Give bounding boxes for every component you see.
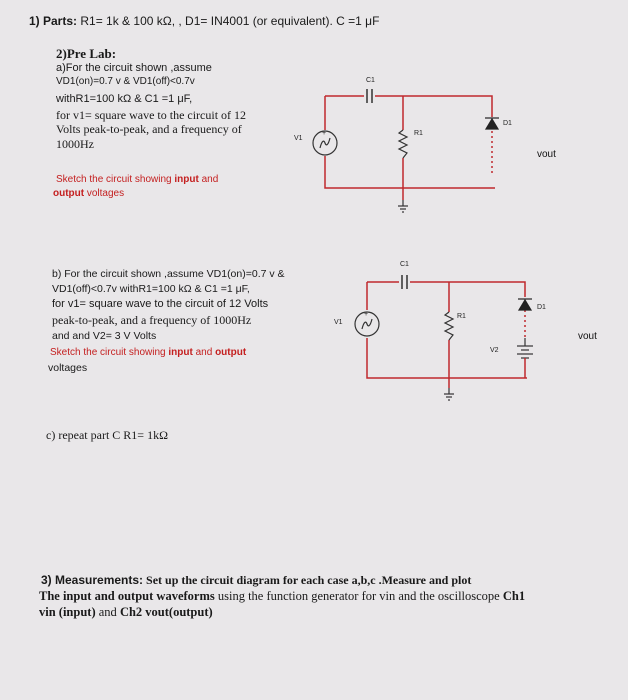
part-c-text: c) repeat part C R1= 1kΩ: [46, 428, 168, 442]
circuit-a-capacitor: [367, 89, 372, 103]
circuit-a-resistor: [399, 130, 407, 158]
part-b-line: VD1(off)<0.7v withR1=100 kΩ & C1 =1 μF,: [52, 283, 250, 295]
circuit-a: [325, 96, 495, 200]
sketch-output: output: [53, 188, 85, 199]
circuit-b-c1-label: C1: [400, 261, 409, 268]
measurements-prefix: 3) Measurements:: [41, 573, 144, 587]
circuit-a-c1-label: C1: [366, 77, 375, 84]
circuit-b-vout-label: vout: [578, 331, 597, 342]
circuit-a-diode: [485, 118, 499, 129]
sketch-text: Sketch the circuit showing: [56, 174, 175, 185]
circuit-a-ground: [398, 200, 408, 212]
circuit-b-resistor: [445, 312, 453, 340]
circuit-b-d1-label: D1: [537, 304, 546, 311]
circuit-b-plus: +: [364, 311, 369, 318]
part-a-line: a)For the circuit shown ,assume: [56, 62, 212, 74]
part-b-line: for v1= square wave to the circuit of 12 Volts: [52, 298, 269, 310]
circuit-b-v2-label: V2: [490, 347, 499, 354]
circuit-a-plus: +: [322, 130, 327, 137]
circuit-a-top-wire: [325, 96, 492, 117]
measurements-line-2b: using the function generator for vin and the oscilloscope: [217, 589, 503, 603]
sketch-input: input: [168, 347, 193, 358]
measurements-line-3a: vin (input): [39, 605, 96, 619]
part-b-line: and and V2= 3 V Volts: [52, 330, 157, 342]
measurements-line-3c: Ch2 vout(output): [119, 605, 213, 619]
measurements-line-1-rest: Set up the circuit diagram for each case a,b,c .Measure and plot: [143, 573, 472, 587]
circuit-b-top-wire: [367, 282, 525, 297]
circuit-b: [367, 282, 527, 388]
measurements-line-2c: Ch1: [502, 589, 526, 603]
sketch-suffix: voltages: [84, 188, 125, 199]
sketch-and: and: [192, 347, 216, 358]
part-a-line: 1000Hz: [56, 137, 94, 151]
part-a-line: for v1= square wave to the circuit of 12: [56, 108, 247, 122]
circuit-a-v1-label: V1: [294, 135, 303, 142]
circuit-a-vout-label: vout: [537, 149, 556, 160]
measurements-line-2a: The input and output waveforms: [39, 589, 218, 603]
part-a-line: Volts peak-to-peak, and a frequency of: [56, 122, 242, 136]
sketch-text: Sketch the circuit showing: [50, 347, 169, 358]
circuit-b-battery: [517, 338, 533, 378]
parts-heading-rest: R1= 1k & 100 kΩ, , D1= IN4001 (or equivalent). C =1 μF: [77, 14, 380, 28]
part-b-line: b) For the circuit shown ,assume VD1(on)=0.7 v &: [52, 268, 285, 280]
circuit-a-left-wire: [325, 96, 495, 188]
circuit-a-r1-label: R1: [414, 130, 423, 137]
sketch-input: input: [174, 174, 199, 185]
circuit-b-capacitor: [402, 275, 407, 289]
circuit-a-d1-label: D1: [503, 120, 512, 127]
part-b-sketch-2: voltages: [48, 362, 88, 374]
circuit-b-diode: [518, 299, 532, 310]
part-b-line: peak-to-peak, and a frequency of 1000Hz: [52, 313, 252, 327]
sketch-and: and: [198, 174, 219, 185]
prelab-title: 2)Pre Lab:: [56, 46, 117, 61]
circuit-b-v1-label: V1: [334, 319, 343, 326]
measurements-line-3b: and: [95, 605, 120, 619]
part-a-line: VD1(on)=0.7 v & VD1(off)<0.7v: [56, 76, 195, 87]
parts-heading-prefix: 1) Parts:: [29, 14, 78, 28]
circuit-b-r1-label: R1: [457, 313, 466, 320]
sketch-output: output: [215, 347, 247, 358]
circuit-b-ground: [444, 388, 454, 400]
part-a-line: withR1=100 kΩ & C1 =1 μF,: [56, 93, 193, 105]
